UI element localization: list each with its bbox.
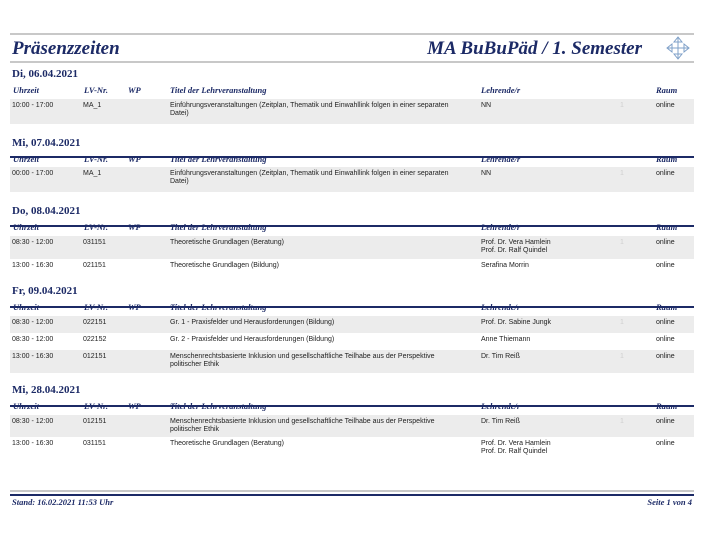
cell-title [170, 336, 334, 344]
column-header-title: Titel der Lehrveranstaltung [170, 222, 267, 232]
cell-time-line: 08:30 - 12:00 [12, 239, 54, 246]
cell-lecturer-line: Serafina Morrin [481, 262, 529, 269]
cell-room [656, 440, 675, 448]
cell-time-line: 10:00 - 17:00 [12, 102, 54, 109]
column-headers [10, 85, 694, 95]
program-title: MA BuBuPäd / 1. Semester [427, 38, 642, 59]
column-header-lecturer: Lehrende/r [481, 222, 521, 232]
column-headers [10, 302, 694, 312]
column-header-title: Titel der Lehrveranstaltung [170, 401, 267, 411]
cell-title [170, 262, 279, 270]
cell-title-line: Datei) [170, 110, 189, 117]
cell-lv [83, 440, 106, 448]
cell-marker [620, 418, 624, 426]
cell-time-line: 13:00 - 16:30 [12, 440, 54, 447]
cell-lecturer-line: NN [481, 102, 492, 109]
column-header-title: Titel der Lehrveranstaltung [170, 154, 267, 164]
cell-room-line: online [656, 102, 675, 109]
cell-time [12, 418, 53, 426]
cell-lv [83, 102, 101, 110]
cell-lecturer-line: Anne Thiemann [481, 336, 531, 343]
cell-lv [83, 239, 106, 247]
cell-room [656, 353, 675, 361]
cell-title-line: politischer Ethik [170, 361, 220, 368]
column-header-lv: LV-Nr. [84, 222, 109, 232]
table-row [10, 437, 694, 460]
table-row [10, 316, 694, 333]
table-row [10, 333, 694, 350]
cell-lv-line: 022151 [83, 319, 107, 326]
cell-marker-line: 1 [620, 418, 624, 425]
cell-marker [620, 170, 624, 178]
cell-lecturer [481, 170, 491, 178]
column-header-room: Raum [656, 302, 678, 312]
column-header-wp: WP [128, 85, 141, 95]
column-headers [10, 401, 694, 411]
cell-marker-line: 1 [620, 319, 624, 326]
cell-time-line: 13:00 - 16:30 [12, 262, 54, 269]
cell-time [12, 336, 53, 344]
day-date: Mi, 28.04.2021 [12, 384, 81, 396]
cell-room [656, 262, 675, 270]
column-header-lecturer: Lehrende/r [481, 85, 521, 95]
day-date: Fr, 09.04.2021 [12, 285, 78, 297]
cell-room [656, 170, 675, 178]
column-header-wp: WP [128, 154, 141, 164]
column-header-room: Raum [656, 85, 678, 95]
cell-lv-line: 012151 [83, 353, 107, 360]
cell-room-line: online [656, 336, 675, 343]
cell-time-line: 08:30 - 12:00 [12, 336, 54, 343]
column-header-time: Uhrzeit [13, 302, 39, 312]
logo-icon [666, 36, 690, 60]
cell-marker [620, 239, 624, 247]
column-header-lv: LV-Nr. [84, 154, 109, 164]
cell-time [12, 239, 53, 247]
cell-title [170, 353, 434, 369]
table-row [10, 99, 694, 124]
cell-title-line: Gr. 1 - Praxisfelder und Herausforderungen (Bildung) [170, 319, 335, 326]
table-row [10, 415, 694, 437]
day-date: Di, 06.04.2021 [12, 68, 78, 80]
cell-title-line: Einführungsveranstaltungen (Zeitplan, Thematik und Einwahllink folgen in einer separaten [170, 102, 449, 109]
page-title: Präsenzzeiten [12, 38, 120, 59]
cell-marker [620, 319, 624, 327]
cell-title-line: Einführungsveranstaltungen (Zeitplan, Thematik und Einwahllink folgen in einer separaten [170, 170, 449, 177]
cell-lecturer-line: Dr. Tim Reiß [481, 353, 520, 360]
cell-lv-line: 031151 [83, 239, 106, 246]
cell-title [170, 418, 434, 434]
table-row [10, 236, 694, 259]
cell-title [170, 239, 284, 247]
cell-lecturer [481, 239, 551, 255]
cell-room [656, 102, 675, 110]
cell-time-line: 13:00 - 16:30 [12, 353, 54, 360]
cell-room [656, 336, 675, 344]
cell-title-line: politischer Ethik [170, 426, 220, 433]
cell-lv [83, 353, 106, 361]
column-header-time: Uhrzeit [13, 154, 39, 164]
column-headers [10, 222, 694, 232]
column-header-lecturer: Lehrende/r [481, 154, 521, 164]
cell-title-line: Menschenrechtsbasierte Inklusion und gesellschaftliche Teilhabe aus der Perspektive [170, 353, 435, 360]
cell-title [170, 170, 449, 186]
cell-lv-line: 022152 [83, 336, 107, 343]
column-header-room: Raum [656, 222, 678, 232]
cell-lv-line: 021151 [83, 262, 106, 269]
day-date: Do, 08.04.2021 [12, 205, 81, 217]
day-separator [10, 494, 694, 496]
cell-time-line: 08:30 - 12:00 [12, 319, 54, 326]
column-header-room: Raum [656, 401, 678, 411]
cell-room-line: online [656, 262, 675, 269]
cell-marker [620, 353, 624, 361]
cell-title-line: Theoretische Grundlagen (Beratung) [170, 440, 285, 447]
cell-time [12, 102, 53, 110]
column-header-time: Uhrzeit [13, 222, 39, 232]
cell-marker-line: 1 [620, 102, 624, 109]
column-header-wp: WP [128, 401, 141, 411]
column-header-wp: WP [128, 302, 141, 312]
cell-lv-line: 031151 [83, 440, 106, 447]
cell-room-line: online [656, 170, 675, 177]
cell-time [12, 319, 53, 327]
cell-room [656, 239, 675, 247]
cell-lv [83, 262, 106, 270]
cell-room-line: online [656, 239, 675, 246]
cell-lecturer [481, 102, 491, 110]
column-header-lecturer: Lehrende/r [481, 302, 521, 312]
column-header-room: Raum [656, 154, 678, 164]
page-header [12, 38, 694, 62]
cell-marker-line: 1 [620, 239, 624, 246]
cell-lv [83, 319, 106, 327]
column-header-title: Titel der Lehrveranstaltung [170, 85, 267, 95]
footer-page-number: Seite 1 von 4 [647, 497, 692, 507]
column-headers [10, 154, 694, 164]
cell-time [12, 440, 53, 448]
column-header-time: Uhrzeit [13, 85, 39, 95]
cell-lecturer [481, 262, 529, 270]
cell-time-line: 00:00 - 17:00 [12, 170, 54, 177]
cell-lecturer [481, 336, 530, 344]
cell-marker [620, 102, 624, 110]
cell-title-line: Menschenrechtsbasierte Inklusion und gesellschaftliche Teilhabe aus der Perspektive [170, 418, 435, 425]
cell-marker-line: 1 [620, 170, 624, 177]
cell-lecturer [481, 353, 520, 361]
cell-lecturer [481, 418, 520, 426]
cell-lecturer-line: Dr. Tim Reiß [481, 418, 520, 425]
column-header-wp: WP [128, 222, 141, 232]
cell-lv [83, 170, 101, 178]
cell-title-line: Datei) [170, 178, 189, 185]
cell-title-line: Theoretische Grundlagen (Bildung) [170, 262, 279, 269]
cell-lecturer-line: Prof. Dr. Vera Hamlein [481, 440, 551, 447]
column-header-lecturer: Lehrende/r [481, 401, 521, 411]
cell-room-line: online [656, 319, 675, 326]
cell-lecturer-line: Prof. Dr. Ralf Quindel [481, 448, 548, 455]
footer-stand: Stand: 16.02.2021 11:53 Uhr [12, 497, 114, 507]
column-header-lv: LV-Nr. [84, 302, 109, 312]
cell-time-line: 08:30 - 12:00 [12, 418, 54, 425]
cell-room-line: online [656, 418, 675, 425]
cell-lecturer-line: Prof. Dr. Ralf Quindel [481, 247, 548, 254]
cell-title-line: Gr. 2 - Praxisfelder und Herausforderungen (Bildung) [170, 336, 335, 343]
table-row [10, 350, 694, 373]
cell-lecturer-line: NN [481, 170, 492, 177]
cell-time [12, 170, 53, 178]
cell-title [170, 319, 334, 327]
cell-marker-line: 1 [620, 353, 624, 360]
column-header-lv: LV-Nr. [84, 401, 109, 411]
cell-lecturer [481, 440, 551, 456]
cell-lv-line: MA_1 [83, 170, 102, 177]
cell-lv [83, 418, 106, 426]
header-rule [10, 61, 694, 63]
cell-title [170, 440, 284, 448]
column-header-time: Uhrzeit [13, 401, 39, 411]
cell-room [656, 418, 675, 426]
column-header-lv: LV-Nr. [84, 85, 109, 95]
cell-room-line: online [656, 440, 675, 447]
column-header-title: Titel der Lehrveranstaltung [170, 302, 267, 312]
cell-lecturer-line: Prof. Dr. Sabine Jungk [481, 319, 552, 326]
cell-room-line: online [656, 353, 675, 360]
table-row [10, 167, 694, 192]
cell-title-line: Theoretische Grundlagen (Beratung) [170, 239, 285, 246]
cell-lv [83, 336, 106, 344]
footer-rule [10, 490, 694, 492]
cell-title [170, 102, 449, 118]
cell-lecturer [481, 319, 551, 327]
day-date: Mi, 07.04.2021 [12, 137, 81, 149]
cell-lecturer-line: Prof. Dr. Vera Hamlein [481, 239, 551, 246]
cell-lv-line: MA_1 [83, 102, 102, 109]
cell-time [12, 262, 53, 270]
top-rule [10, 33, 694, 35]
cell-lv-line: 012151 [83, 418, 107, 425]
cell-time [12, 353, 53, 361]
cell-room [656, 319, 675, 327]
table-row [10, 259, 694, 274]
